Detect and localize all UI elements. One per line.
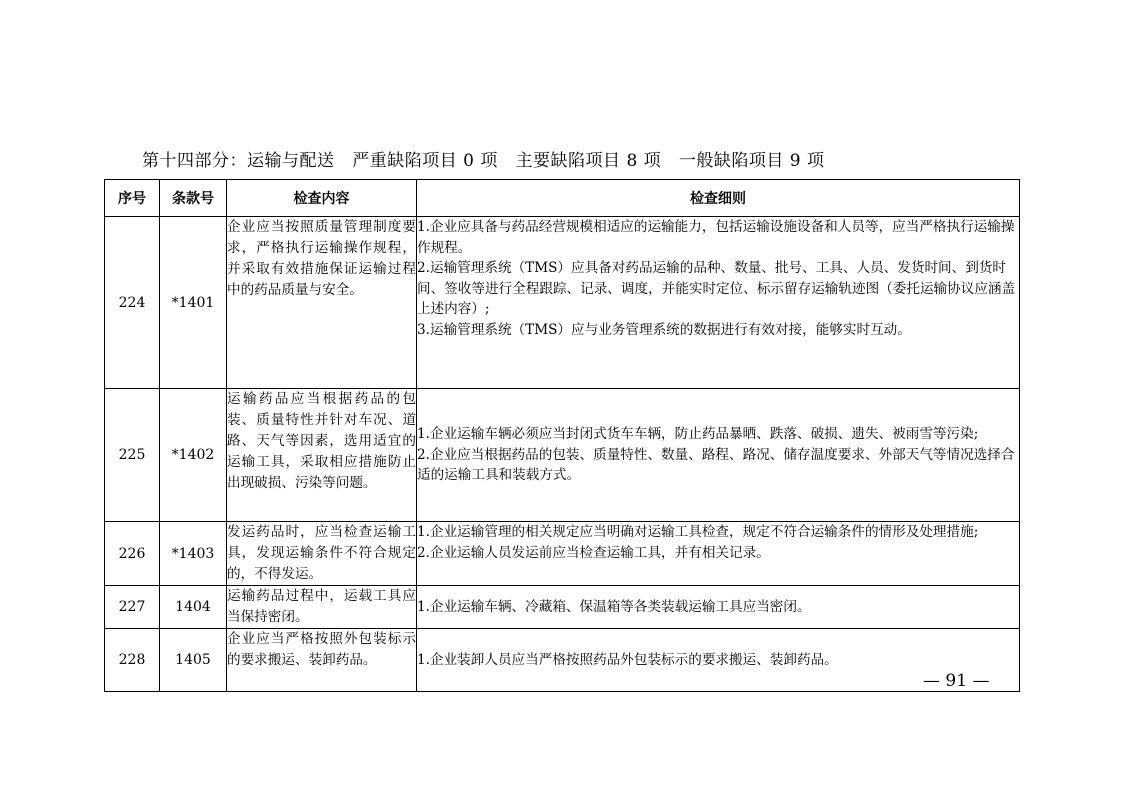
table-row xyxy=(105,522,1020,586)
seq-cell: 226 xyxy=(105,522,160,586)
inspection-table xyxy=(104,179,1020,692)
header-details: 检查细则 xyxy=(417,180,1020,217)
page-number: — 91 — xyxy=(923,671,990,691)
detail-item: 1.企业运输车辆、冷藏箱、保温箱等各类装载运输工具应当密闭。 xyxy=(417,598,811,615)
seq-cell: 224 xyxy=(105,217,160,389)
clause-cell: *1403 xyxy=(160,522,227,586)
detail-item: 1.企业运输管理的相关规定应当明确对运输工具检查，规定不符合运输条件的情形及处理措施; xyxy=(417,524,979,540)
detail-cell xyxy=(417,389,1020,522)
table-row xyxy=(105,586,1020,629)
detail-cell xyxy=(417,586,1020,629)
detail-item: 3.运输管理系统（TMS）应与业务管理系统的数据进行有效对接，能够实时互动。 xyxy=(417,321,911,338)
detail-cell xyxy=(417,217,1020,389)
detail-item: 2.企业运输人员发运前应当检查运输工具，并有相关记录。 xyxy=(417,544,770,561)
seq-cell: 228 xyxy=(105,629,160,692)
clause-cell: *1402 xyxy=(160,389,227,522)
clause-cell: 1405 xyxy=(160,629,227,692)
section-title: 第十四部分：运输与配送 严重缺陷项目 0 项 主要缺陷项目 8 项 一般缺陷项目 9 项 xyxy=(142,151,825,171)
header-clause: 条款号 xyxy=(160,180,227,217)
header-seq: 序号 xyxy=(105,180,160,217)
clause-cell: *1401 xyxy=(160,217,227,389)
table-row xyxy=(105,629,1020,692)
header-content: 检查内容 xyxy=(227,180,417,217)
clause-cell: 1404 xyxy=(160,586,227,629)
table-header-row xyxy=(105,180,1020,217)
table-row xyxy=(105,389,1020,522)
content-cell: 运输药品应当根据药品的包装、质量特性并针对车况、道路、天气等因素，选用适宜的运输工具，采取相应措施防止出现破损、污染等问题。 xyxy=(227,389,417,522)
content-cell: 企业应当严格按照外包装标示的要求搬运、装卸药品。 xyxy=(227,629,417,692)
detail-item: 1.企业应具备与药品经营规模相适应的运输能力，包括运输设施设备和人员等，应当严格执行运输操作规程。 xyxy=(417,219,1015,256)
seq-cell: 227 xyxy=(105,586,160,629)
detail-item: 1.企业装卸人员应当严格按照药品外包装标示的要求搬运、装卸药品。 xyxy=(417,651,838,668)
content-cell: 企业应当按照质量管理制度要求，严格执行运输操作规程，并采取有效措施保证运输过程中的药品质量与安全。 xyxy=(227,217,417,389)
detail-cell xyxy=(417,522,1020,586)
content-cell: 运输药品过程中，运载工具应当保持密闭。 xyxy=(227,586,417,629)
content-cell: 发运药品时，应当检查运输工具，发现运输条件不符合规定的，不得发运。 xyxy=(227,522,417,586)
detail-item: 2.运输管理系统（TMS）应具备对药品运输的品种、数量、批号、工具、人员、发货时间、到货时间、签收等进行全程跟踪、记录、调度，并能实时定位、标示留存运输轨迹图（委托运输协议应涵盖上述内容）; xyxy=(417,260,1016,317)
table-row xyxy=(105,217,1020,389)
seq-cell: 225 xyxy=(105,389,160,522)
detail-item: 1.企业运输车辆必须应当封闭式货车车辆，防止药品暴晒、跌落、破损、遗失、被雨雪等污染; xyxy=(417,426,979,443)
detail-item: 2.企业应当根据药品的包装、质量特性、数量、路程、路况、储存温度要求、外部天气等情况选择合适的运输工具和装载方式。 xyxy=(417,446,1015,484)
